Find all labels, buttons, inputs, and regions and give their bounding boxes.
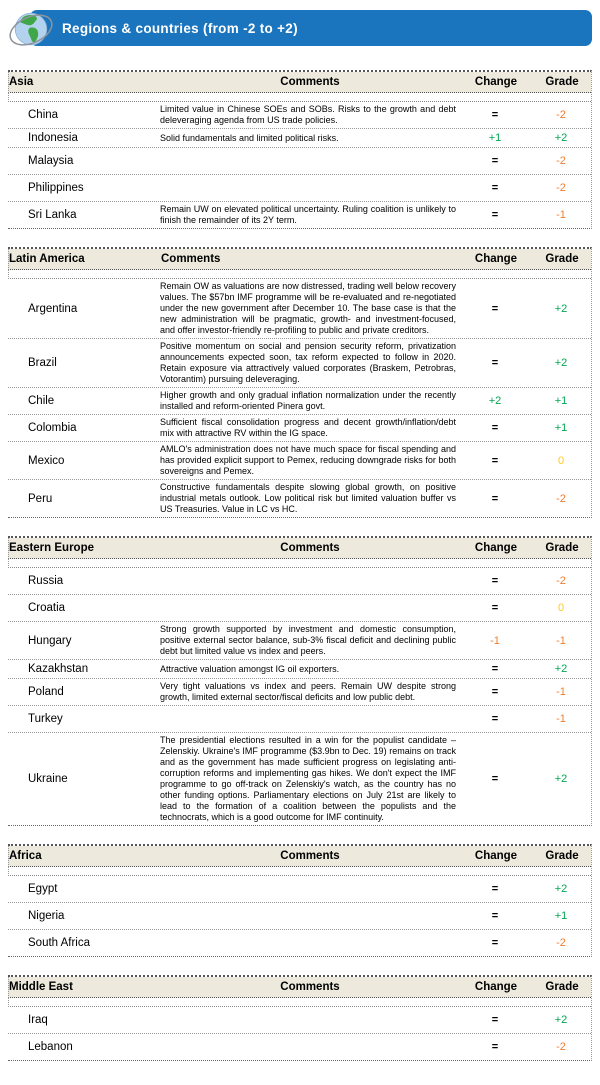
- change-value: =: [491, 209, 499, 221]
- country-row-egypt: [8, 876, 591, 903]
- header-spacer-row: [8, 270, 591, 279]
- region-title: Eastern Europe: [9, 542, 94, 554]
- change-column-header: Change: [474, 850, 518, 862]
- country-name: Chile: [28, 395, 55, 407]
- change-value: -1: [490, 634, 500, 647]
- grade-value: -1: [556, 209, 566, 221]
- country-row-peru: [8, 480, 591, 517]
- country-name: South Africa: [28, 937, 91, 949]
- country-comment: Sufficient fiscal consolidation progress and decent growth/inflation/debt mix with attractive RV within the IG space.: [160, 417, 456, 438]
- country-row-croatia: [8, 595, 591, 622]
- country-comment: [158, 606, 460, 610]
- grade-value: -2: [556, 575, 566, 587]
- country-comment: Positive momentum on social and pension security reform, privatization announcements expected soon, tax reform expected to follow in 2020. Retain exposure via attractively valued corporates (Braskem, Petrobras, Votorantim) pursuing deleveraging.: [160, 341, 456, 384]
- country-name: China: [28, 109, 59, 121]
- country-row-poland: [8, 679, 591, 706]
- comments-column-header: Comments: [280, 541, 340, 554]
- country-row-argentina: [8, 279, 591, 339]
- country-comment: [158, 941, 460, 945]
- table-header-row: [8, 538, 591, 559]
- change-column-header: Change: [474, 981, 518, 993]
- country-row-chile: [8, 388, 591, 415]
- grade-value: -2: [556, 937, 566, 949]
- region-title: Africa: [9, 850, 42, 862]
- grade-value: +2: [554, 663, 568, 675]
- grade-value: -2: [556, 109, 566, 121]
- grade-value: +2: [554, 357, 568, 369]
- country-name: Poland: [28, 686, 64, 698]
- country-name: Hungary: [28, 634, 72, 647]
- country-row-malaysia: [8, 148, 591, 175]
- header-spacer-row: [8, 867, 591, 876]
- change-value: =: [491, 937, 499, 949]
- country-comment: Remain OW as valuations are now distressed, trading well below recovery values. The $57bn IMF programme will be re-evaluated and re-negotiated under the new government after December 10. The base case is that the new administration will be pragmatic, growth- and investment-focused, and offer investor-friendly re-profiling to public and private creditors.: [160, 281, 456, 335]
- country-row-sri-lanka: [8, 202, 591, 228]
- country-row-mexico: [8, 442, 591, 480]
- region-table-middle-east: [8, 975, 592, 1061]
- country-comment: Attractive valuation amongst IG oil exporters.: [160, 663, 340, 674]
- banner-bar: [30, 10, 592, 46]
- change-value: =: [491, 575, 499, 587]
- table-header-row: [8, 846, 591, 867]
- change-value: +2: [488, 395, 502, 407]
- country-name: Mexico: [28, 454, 65, 467]
- header-spacer-row: [8, 93, 591, 102]
- country-name: Philippines: [28, 182, 84, 194]
- table-header-row: [8, 72, 591, 93]
- banner-title: Regions & countries (from -2 to +2): [62, 20, 298, 36]
- country-name: Peru: [28, 492, 53, 505]
- region-title: Middle East: [9, 981, 73, 993]
- country-row-hungary: [8, 622, 591, 660]
- banner: [8, 10, 592, 50]
- country-comment: [158, 914, 460, 918]
- header-spacer-row: [8, 559, 591, 568]
- change-value: =: [491, 422, 499, 434]
- table-header-row: [8, 977, 591, 998]
- change-value: =: [491, 302, 499, 315]
- country-comment: Higher growth and only gradual inflation normalization under the recently installed and reform-oriented Pinera govt.: [160, 390, 456, 411]
- country-comment: [158, 579, 460, 583]
- grade-value: -2: [556, 492, 566, 505]
- region-title: Latin America: [9, 253, 85, 265]
- country-name: Croatia: [28, 602, 66, 614]
- country-name: Malaysia: [28, 155, 74, 167]
- grade-value: +2: [554, 883, 568, 895]
- grade-value: +2: [554, 773, 568, 785]
- change-value: =: [491, 492, 499, 505]
- region-table-asia: [8, 70, 592, 229]
- grade-value: -2: [556, 182, 566, 194]
- grade-value: +1: [554, 395, 568, 407]
- region-title: Asia: [9, 76, 34, 88]
- change-value: =: [491, 1014, 499, 1026]
- country-row-kazakhstan: [8, 660, 591, 679]
- change-value: =: [491, 910, 499, 922]
- comments-column-header: Comments: [280, 980, 340, 993]
- grade-column-header: Grade: [545, 542, 579, 554]
- country-row-turkey: [8, 706, 591, 733]
- country-comment: [158, 887, 460, 891]
- change-value: =: [491, 1041, 499, 1053]
- change-value: =: [491, 883, 499, 895]
- country-row-iraq: [8, 1007, 591, 1034]
- country-row-indonesia: [8, 129, 591, 148]
- sections-container: [8, 70, 592, 1061]
- comments-column-header: Comments: [280, 75, 340, 88]
- country-row-brazil: [8, 339, 591, 388]
- country-comment: Very tight valuations vs index and peers. Remain UW despite strong growth, limited external sector/fiscal deficits and low public debt.: [160, 681, 456, 702]
- country-row-nigeria: [8, 903, 591, 930]
- country-comment: The presidential elections resulted in a win for the populist candidate – Zelenskiy. Ukraine's IMF programme ($3.9bn to Dec. 19) remains on track and as the government has made sufficient progress on legislating anti-corruption reforms and implementing gas hikes. We don't expect the IMF programme to go off-track on Zelenskiy's watch, as the country has no other funding options. Parliamentary elections on July 21st are likely to lead to the formation of a coalition between the populists and the technocrats, which is a good outcome for IMF continuity.: [160, 735, 456, 822]
- comments-column-header: Comments: [161, 252, 221, 265]
- change-value: =: [491, 602, 499, 614]
- change-value: =: [491, 182, 499, 194]
- grade-value: -2: [556, 1041, 566, 1053]
- grade-value: -1: [556, 634, 566, 647]
- globe-icon: [8, 6, 54, 54]
- change-value: =: [491, 713, 499, 725]
- country-comment: AMLO's administration does not have much space for fiscal spending and has provided explicit support to Pemex, reducing downgrade risks for both sovereigns and Pemex.: [160, 444, 456, 476]
- grade-column-header: Grade: [545, 253, 579, 265]
- country-comment: Solid fundamentals and limited political risks.: [160, 132, 339, 143]
- country-name: Argentina: [28, 302, 78, 315]
- country-name: Russia: [28, 575, 64, 587]
- grade-value: +2: [554, 1014, 568, 1026]
- country-name: Ukraine: [28, 773, 68, 785]
- change-column-header: Change: [474, 542, 518, 554]
- grade-value: +2: [554, 132, 568, 144]
- country-name: Brazil: [28, 357, 57, 369]
- change-value: =: [491, 357, 499, 369]
- grade-column-header: Grade: [545, 850, 579, 862]
- country-row-south-africa: [8, 930, 591, 956]
- change-value: =: [491, 663, 499, 675]
- country-name: Indonesia: [28, 132, 78, 144]
- country-name: Sri Lanka: [28, 209, 77, 221]
- country-row-ukraine: [8, 733, 591, 825]
- country-comment: [158, 717, 460, 721]
- country-comment: Remain UW on elevated political uncertainty. Ruling coalition is unlikely to finish the remainder of its 2Y term.: [160, 204, 456, 225]
- country-comment: Limited value in Chinese SOEs and SOBs. Risks to the growth and debt deleveraging agenda from US trade policies.: [160, 104, 456, 125]
- country-name: Lebanon: [28, 1041, 73, 1053]
- comments-column-header: Comments: [280, 849, 340, 862]
- country-comment: [158, 1045, 460, 1049]
- country-row-philippines: [8, 175, 591, 202]
- table-header-row: [8, 249, 591, 270]
- country-comment: [158, 186, 460, 190]
- change-value: =: [491, 686, 499, 698]
- country-row-china: [8, 102, 591, 129]
- country-row-colombia: [8, 415, 591, 442]
- country-name: Nigeria: [28, 910, 65, 922]
- grade-value: 0: [557, 602, 565, 614]
- country-comment: Strong growth supported by investment and domestic consumption, positive external sector balance, sub-3% fiscal deficit and declining public debt but limited value vs index and peers.: [160, 624, 456, 656]
- region-table-latin-america: [8, 247, 592, 518]
- change-column-header: Change: [474, 76, 518, 88]
- grade-value: -1: [556, 686, 566, 698]
- country-comment: [158, 159, 460, 163]
- country-name: Kazakhstan: [28, 663, 89, 675]
- grade-value: -1: [556, 713, 566, 725]
- change-value: +1: [488, 132, 502, 144]
- country-row-russia: [8, 568, 591, 595]
- region-table-eastern-europe: [8, 536, 592, 826]
- country-name: Colombia: [28, 422, 77, 434]
- header-spacer-row: [8, 998, 591, 1007]
- change-value: =: [491, 454, 499, 467]
- country-name: Egypt: [28, 883, 58, 895]
- grade-column-header: Grade: [545, 981, 579, 993]
- grade-value: +2: [554, 302, 568, 315]
- grade-column-header: Grade: [545, 76, 579, 88]
- country-row-lebanon: [8, 1034, 591, 1060]
- region-table-africa: [8, 844, 592, 957]
- grade-value: 0: [557, 454, 565, 467]
- grade-value: +1: [554, 910, 568, 922]
- country-name: Turkey: [28, 713, 63, 725]
- grade-value: +1: [554, 422, 568, 434]
- change-value: =: [491, 155, 499, 167]
- country-comment: Constructive fundamentals despite slowing global growth, on positive industrial metals outlook. Low political risk but limited valuation buffer vs US Treasuries. Value in LC vs HC.: [160, 482, 456, 514]
- grade-value: -2: [556, 155, 566, 167]
- change-value: =: [491, 773, 499, 785]
- country-comment: [158, 1018, 460, 1022]
- change-value: =: [491, 109, 499, 121]
- country-name: Iraq: [28, 1014, 48, 1026]
- change-column-header: Change: [474, 253, 518, 265]
